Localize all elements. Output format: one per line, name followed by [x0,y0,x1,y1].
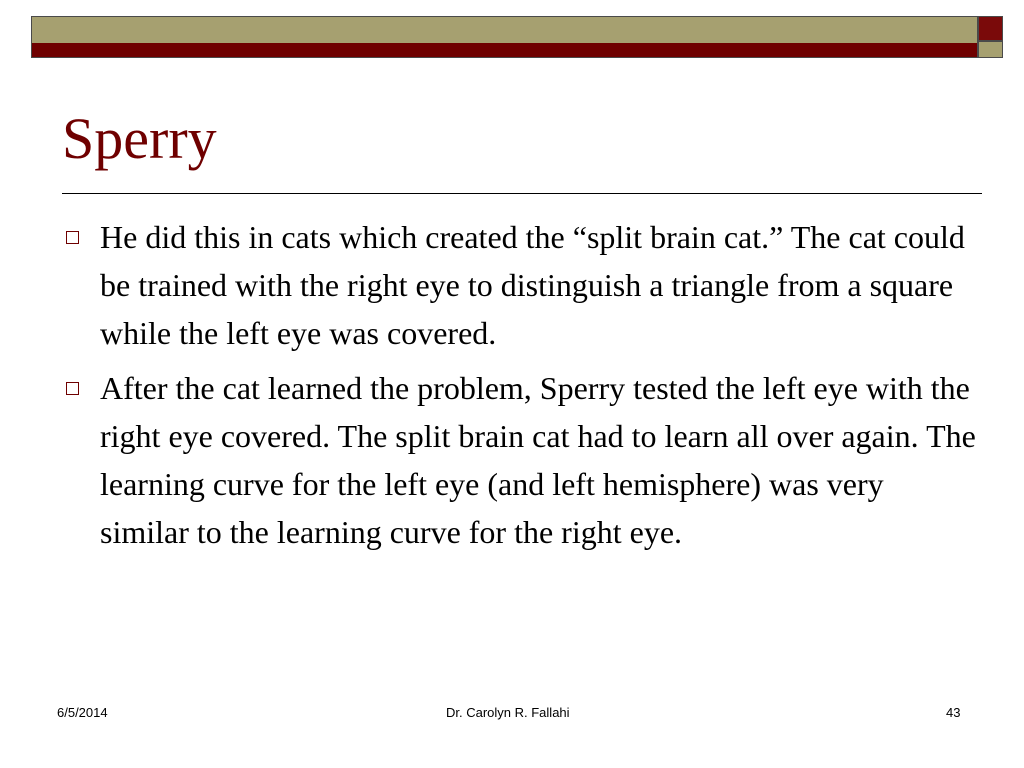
footer-page-number: 43 [946,705,961,720]
header-maroon-band [32,43,977,57]
header-olive-band [32,17,977,43]
bullet-item [64,213,976,357]
footer-author: Dr. Carolyn R. Fallahi [446,705,570,720]
slide-title: Sperry [62,106,217,171]
footer-date: 6/5/2014 [57,705,108,720]
bullet-text: He did this in cats which created the “split brain cat.” The cat could be trained with the right eye to distinguish a triangle from a square while the left eye was covered. [100,219,965,351]
bullet-list [64,213,976,563]
hollow-square-bullet-icon [66,382,79,395]
bullet-item [64,364,976,556]
corner-square-olive [978,41,1003,58]
corner-square-maroon [978,16,1003,41]
header-decoration-bar [31,16,978,58]
bullet-text: After the cat learned the problem, Sperry tested the left eye with the right eye covered. The split brain cat had to learn all over again. The learning curve for the left eye (and left hemisphere) was very similar to the learning curve for the right eye. [100,370,976,550]
hollow-square-bullet-icon [66,231,79,244]
title-divider [62,193,982,194]
